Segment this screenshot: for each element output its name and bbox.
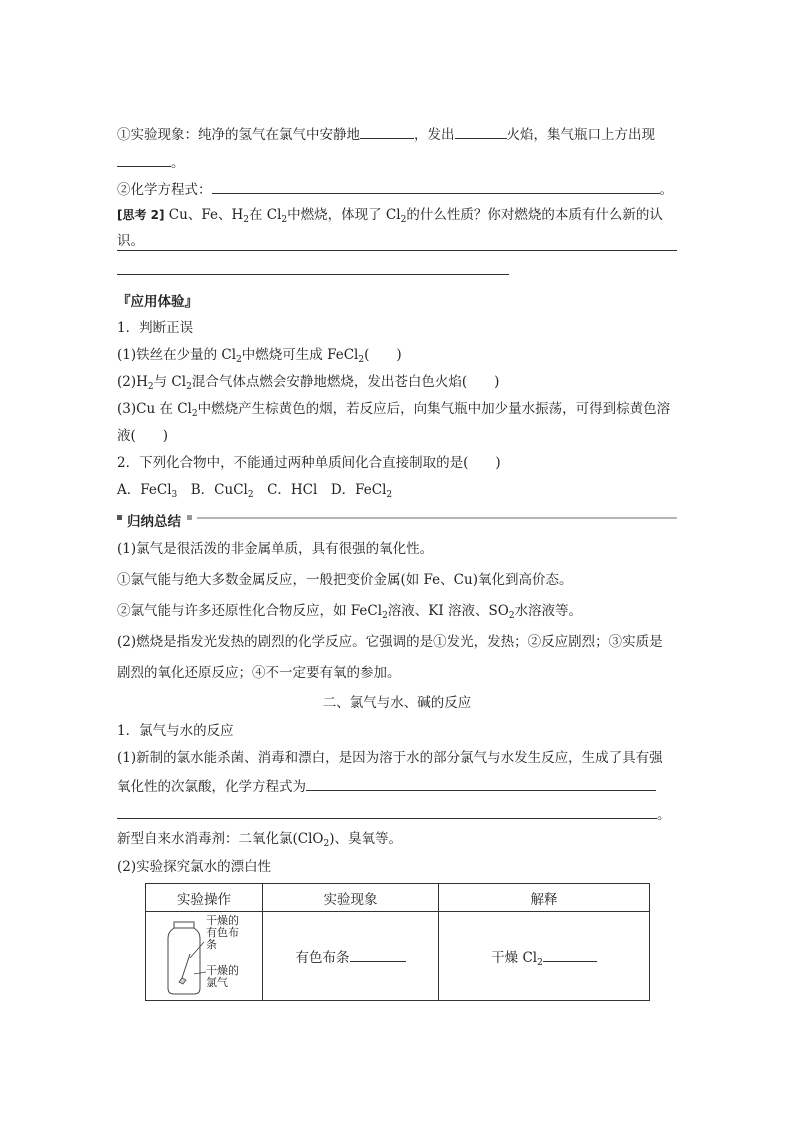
think-question-cont: 识。: [117, 233, 144, 249]
observation-line-2: 。: [117, 152, 185, 172]
q1-title: 1．判断正误: [117, 320, 194, 336]
think-tag: [思考 2]: [117, 208, 165, 222]
answer-rule[interactable]: [117, 250, 677, 251]
equation-blank[interactable]: [117, 804, 657, 819]
figure-label-cloth: 干燥的 有色布 条: [206, 914, 239, 951]
summary-p4: (2)燃烧是指发光发热的剧烈的化学反应。它强调的是①发光，发热；②反应剧烈；③实质是: [117, 634, 663, 650]
s2-1-p5: (2)实验探究氯水的漂白性: [117, 859, 272, 875]
summary-p3: ②氯气能与许多还原性化合物反应，如 FeCl$_2$溶液、KI 溶液、$SO_2$水溶液等。: [117, 603, 583, 621]
answer-blank[interactable]: [360, 124, 414, 139]
q1-item-3-cont[interactable]: 液( ): [117, 428, 169, 444]
table-header: 解释: [439, 884, 650, 912]
s2-1-p3: 。: [117, 804, 671, 824]
answer-blank[interactable]: [117, 152, 171, 167]
q1-item-3: (3)Cu 在 $Cl_2$中燃烧产生棕黄色的烟，若反应后，向集气瓶中加少量水振荡，可得到棕黄色溶: [117, 401, 671, 419]
equation-blank[interactable]: [212, 179, 660, 194]
q1-item-1: (1)铁丝在少量的 $Cl_2$中燃烧可生成 FeCl$_2$( ): [117, 347, 402, 365]
observation-line: ①实验现象：纯净的氢气在氯气中安静地 ，发出 火焰，集气瓶口上方出现: [117, 124, 655, 144]
answer-rule[interactable]: [117, 274, 509, 275]
summary-header: [117, 510, 677, 528]
figure-label-gas: 干燥的 氯气: [206, 964, 239, 989]
q1-item-2: $(2)H_2$与 $Cl_2$混合气体点燃会安静地燃烧，发出苍白色火焰( ): [117, 374, 500, 392]
q2-options[interactable]: A．FeCl$_3$ B．CuCl$_2$ C．HCl D．FeCl$_2$: [117, 482, 393, 500]
summary-heading: 归纳总结: [127, 514, 181, 530]
summary-p1: (1)氯气是很活泼的非金属单质，具有很强的氧化性。: [117, 541, 434, 557]
think-question: [思考 2] Cu、Fe、$H_2$在 $Cl_2$中燃烧，体现了 $Cl_2$的什么性质？你对燃烧的本质有什么新的认: [117, 207, 663, 225]
square-bullet-icon: [117, 515, 122, 520]
s2-1-p4: 新型自来水消毒剂：二氧化氯(ClO$_2$)、臭氧等。: [117, 831, 402, 849]
equation-blank[interactable]: [306, 776, 656, 791]
table-header-row: [146, 884, 650, 912]
table-header: 实验现象: [263, 884, 439, 912]
divider: [197, 517, 677, 519]
answer-blank[interactable]: [455, 124, 507, 139]
square-bullet-icon: [187, 515, 192, 520]
experiment-table: [145, 883, 650, 1001]
summary-p2: ①氯气能与绝大多数金属反应，一般把变价金属(如 Fe、Cu)氧化到高价态。: [117, 572, 573, 588]
gas-jar-icon: [146, 912, 262, 1000]
table-row: [146, 912, 650, 1001]
jar-figure: [146, 912, 262, 1000]
explanation-cell: 干燥 $Cl_2$: [439, 912, 650, 1001]
answer-blank[interactable]: [350, 947, 406, 962]
equation-line: ②化学方程式： 。: [117, 179, 673, 199]
apply-heading: 『应用体验』: [117, 294, 198, 310]
table-header: 实验操作: [146, 884, 263, 912]
summary-p5: 剧烈的氧化还原反应；④不一定要有氧的参加。: [117, 665, 401, 681]
observation-cell: 有色布条: [263, 912, 439, 1001]
section-title: 二、氯气与水、碱的反应: [322, 695, 472, 711]
s2-1-p1: (1)新制的氯水能杀菌、消毒和漂白，是因为溶于水的部分氯气与水发生反应，生成了具有强: [117, 750, 663, 766]
operation-cell: [146, 912, 263, 1001]
s2-1-title: 1．氯气与水的反应: [117, 723, 234, 739]
q2-title: 2．下列化合物中，不能通过两种单质间化合直接制取的是( ): [117, 455, 501, 471]
s2-1-p2: 氧化性的次氯酸，化学方程式为: [117, 776, 656, 796]
answer-blank[interactable]: [543, 947, 597, 962]
